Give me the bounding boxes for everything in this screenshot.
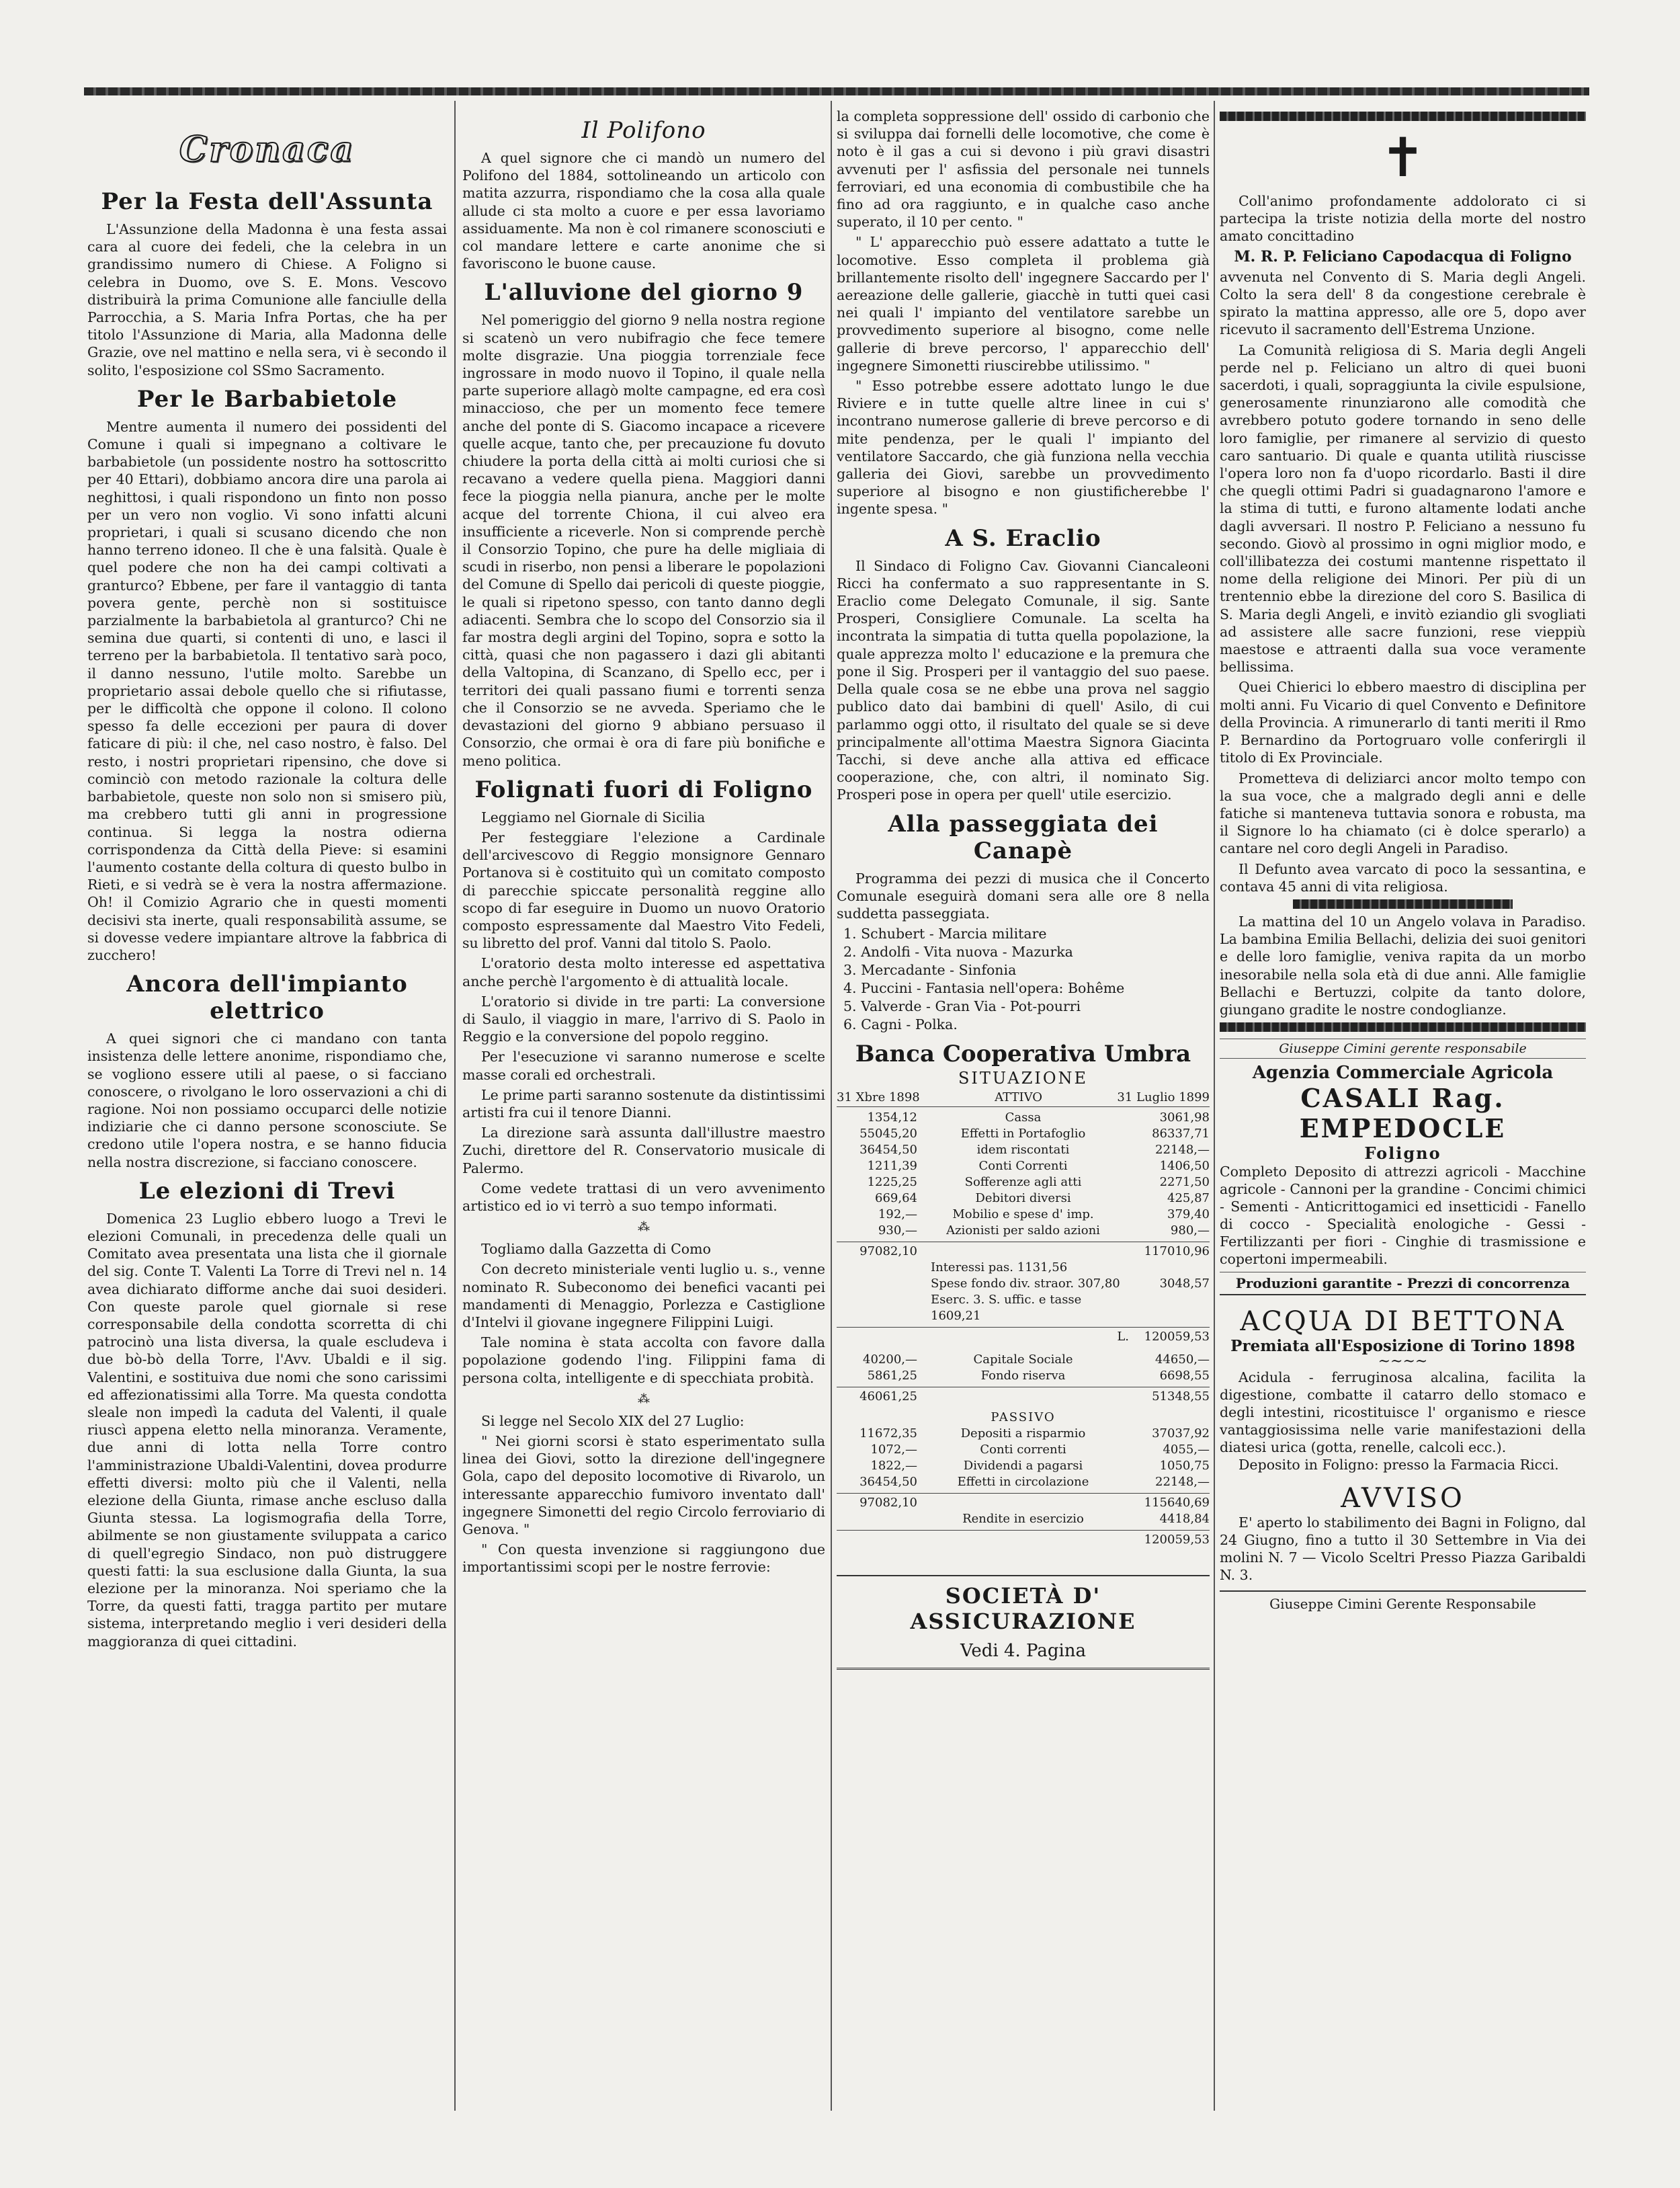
headline-polifono: Il Polifono — [581, 117, 706, 144]
cell: Eserc. 3. S. uffic. e tasse 1609,21 — [931, 1293, 1082, 1324]
article-paragraph: A quel signore che ci mandò un numero del Polifono del 1884, sottolineando un articolo con matita azzurra, rispondiamo che la cosa alla quale allude ci sta molto a cuore e per essa lavoriamo assiduamente. Ma non è col rimanere sconosciuti e col mandare lettere e carte anonime che si favoriscono le buone cause. — [462, 150, 825, 272]
cell: 1822,— — [870, 1459, 917, 1473]
cell: 51348,55 — [1152, 1389, 1210, 1404]
avviso-title: AVVISO — [1341, 1483, 1465, 1514]
cell — [917, 1495, 1129, 1511]
article-paragraph: L'oratorio desta molto interesse ed aspettativa anche perchè l'argomento è di attualità locale. — [462, 955, 825, 989]
cell: 55045,20 — [859, 1127, 917, 1141]
cell: 1354,12 — [867, 1110, 917, 1125]
column-3 — [837, 108, 1210, 2158]
article-paragraph: Con decreto ministeriale venti luglio u. s., venne nominato R. Subeconomo dei benefici vacanti pei mandamenti di Menaggio, Porlezza e Castiglione d'Intelvi il giovane ingegnere Filippini Luigi. — [462, 1261, 825, 1330]
ad-agenzia-city: Foligno — [1364, 1143, 1441, 1164]
bank-row — [837, 1190, 1210, 1207]
bank-total-row — [837, 1530, 1210, 1548]
cell — [837, 1511, 917, 1527]
gerente-footer: Giuseppe Cimini Gerente Responsabile — [1220, 1590, 1586, 1612]
mourning-bar — [1220, 1022, 1586, 1032]
ad-acqua-deposito: Deposito in Foligno: presso la Farmacia Ricci. — [1238, 1457, 1559, 1473]
asterism-divider: ⁂ — [638, 1391, 650, 1406]
cell — [837, 1260, 917, 1276]
cell: 425,87 — [1167, 1191, 1210, 1206]
column-1 — [87, 108, 447, 2124]
cell — [837, 1329, 917, 1345]
headline-folignati: Folignati fuori di Foligno — [474, 776, 813, 803]
headline-elezioni-trevi: Le elezioni di Trevi — [138, 1177, 396, 1205]
article-paragraph: Quei Chierici lo ebbero maestro di disciplina per molti anni. Fu Vicario di quel Convento e Definitore della Provincia. A rimunerarlo di tanti meriti il Rmo P. Bernardino da Portogruaro volle conferirgli il titolo di Ex Provinciale. — [1220, 679, 1586, 766]
cell: 3061,98 — [1159, 1110, 1210, 1125]
cell: 4055,— — [1163, 1443, 1210, 1457]
bank-table-header — [837, 1090, 1210, 1107]
bank-row — [837, 1292, 1210, 1324]
bank-total-row — [837, 1242, 1210, 1260]
cell: Conti Correnti — [978, 1159, 1068, 1174]
program-item: 5. Valverde - Gran Via - Pot-pourri — [843, 998, 1081, 1015]
cell: 1225,25 — [867, 1175, 917, 1190]
assicurazione-subtitle: Vedi 4. Pagina — [960, 1641, 1087, 1662]
cell: 4418,84 — [1159, 1512, 1210, 1527]
ad-acqua-title: ACQUA DI BETTONA — [1240, 1306, 1566, 1338]
cell: 36454,50 — [859, 1143, 917, 1158]
mourning-bar — [1220, 112, 1586, 121]
cell: 930,— — [878, 1223, 917, 1238]
bank-row — [837, 1110, 1210, 1126]
cell: 1211,39 — [867, 1159, 917, 1174]
cell: 120059,53 — [1144, 1330, 1210, 1344]
bank-row — [837, 1368, 1210, 1384]
avviso-body: E' aperto lo stabilimento dei Bagni in Foligno, dal 24 Giugno, fino a tutto il 30 Settembre in Via dei molini N. 7 — Vicolo Sceltri Presso Piazza Garibaldi N. 3. — [1220, 1514, 1586, 1584]
article-paragraph: Il Defunto avea varcato di poco la sessantina, e contava 45 anni di vita religiosa. — [1220, 860, 1586, 895]
article-paragraph: La mattina del 10 un Angelo volava in Paradiso. La bambina Emilia Bellachi, delizia dei suoi genitori e delle loro famiglie, veniva rapita da un morbo inesorabile nella sola età di due anni. Alle famiglie Bellachi e Bertuzzi, colpite da tanto dolore, giungano gradite le nostre condoglianze. — [1220, 913, 1586, 1018]
cross-icon: ✝ — [1380, 126, 1426, 189]
headline-passeggiata: Alla passeggiata dei Canapè — [888, 810, 1159, 864]
ad-agenzia-foot: Produzioni garantite - Prezzi di concorrenza — [1220, 1272, 1586, 1295]
article-paragraph: Come vedete trattasi di un vero avvenimento artistico ed io vi terrò a suo tempo informati. — [462, 1180, 825, 1214]
bank-row — [837, 1142, 1210, 1158]
article-paragraph: avvenuta nel Convento di S. Maria degli Angeli. Colto la sera dell' 8 da congestione cerebrale è spirato la mattina appresso, alle ore 5, dopo aver ricevuto il sacramento dell'Estrema Unzione. — [1220, 268, 1586, 338]
bank-row — [837, 1426, 1210, 1442]
cell: 5861,25 — [867, 1369, 917, 1383]
cell: Dividendi a pagarsi — [963, 1459, 1083, 1473]
bank-attivo-rows — [837, 1110, 1210, 1239]
cell: Mobilio e spese d' imp. — [952, 1207, 1094, 1222]
program-item: 1. Schubert - Marcia militare — [843, 926, 1047, 942]
cell: 3048,57 — [1159, 1277, 1210, 1291]
music-program — [837, 925, 1210, 1034]
cell: 120059,53 — [1144, 1533, 1210, 1547]
column-divider — [1214, 101, 1215, 2111]
assicurazione-box — [837, 1575, 1210, 1670]
article-paragraph: Togliamo dalla Gazzetta di Como — [481, 1241, 711, 1258]
cell: 37037,92 — [1152, 1426, 1210, 1441]
cell: 44650,— — [1155, 1352, 1210, 1367]
headline-alluvione: L'alluvione del giorno 9 — [484, 279, 804, 307]
cell: Debitori diversi — [975, 1191, 1071, 1206]
cell: 22148,— — [1155, 1475, 1210, 1490]
cell: 115640,69 — [1144, 1496, 1210, 1510]
masthead-text: Cronaca — [179, 128, 355, 170]
article-paragraph: Il Sindaco di Foligno Cav. Giovanni Ciancaleoni Ricci ha confermato a suo rappresentante in S. Eraclio come Delegato Comunale, il sig. Sante Prosperi, Consigliere Comunale. La scelta ha incontrata la simpatia di tutta quella popolazione, la quale apprezza molto l' educazione e la premura che pone il Sig. Prosperi per il vantaggio del suo paese. Della quale cosa se ne ebbe una prova nel saggio publico dato dai bambini di quell' Asilo, di cui parlammo oggi otto, il risultato del quale se si deve principalmente all'ottima Maestra Signora Giacinta Tacchi, si deve anche alla attiva ed efficace cooperazione, che, con altri, il nominato Sig. Prosperi pose in opera per quell' utile esercizio. — [837, 557, 1210, 803]
bank-row — [837, 1126, 1210, 1142]
article-paragraph: Leggiamo nel Giornale di Sicilia — [481, 809, 706, 825]
cell: Interessi pas. 1131,56 — [931, 1260, 1068, 1275]
cell: 1406,50 — [1159, 1159, 1210, 1174]
article-paragraph: Le prime parti saranno sostenute da distintissimi artisti fra cui il tenore Dianni. — [462, 1086, 825, 1121]
cell: Fondo riserva — [980, 1369, 1066, 1383]
program-item: 4. Puccini - Fantasia nell'opera: Bohême — [843, 980, 1125, 997]
top-rule — [84, 87, 1589, 95]
article-paragraph: la completa soppressione dell' ossido di carbonio che si sviluppa dai fornelli delle locomotive, che come è noto è il gas a cui si devono i più gravi disastri avvenuti per l' asfissia del personale nei tunnels ferroviari, ed una economia di combustibile che ha fino ad ora raggiunto, e in qualche caso anche superato, il 10 per cento. " — [837, 108, 1210, 231]
headline-s-eraclio: A S. Eraclio — [945, 524, 1101, 552]
cell — [917, 1389, 1129, 1405]
article-paragraph: Programma dei pezzi di musica che il Concerto Comunale eseguirà domani sera alle ore 8 nella suddetta passeggiata. — [837, 870, 1210, 922]
bank-row — [837, 1352, 1210, 1368]
article-paragraph: " L' apparecchio può essere adattato a tutte le locomotive. Esso completa il problema già brillantemente risolto dell' ingegnere Saccardo per l' aereazione delle gallerie, giacchè in tutti quei casi nei quali l' impianto del ventilatore sarebbe un provvedimento superiore al bisogno, come nelle gallerie di breve percorso, l' apparecchio dell' ingegnere Simonetti riuscirebbe utilissimo. " — [837, 234, 1210, 374]
cell: 192,— — [878, 1207, 917, 1222]
bank-rendite-row — [837, 1511, 1210, 1527]
article-paragraph: " Con questa invenzione si raggiungono due importantissimi scopi per le nostre ferrovie: — [462, 1541, 825, 1576]
bank-passivo-label: PASSIVO — [991, 1410, 1056, 1425]
column-4 — [1220, 108, 1586, 2158]
cell: 97082,10 — [859, 1244, 917, 1259]
article-paragraph: La Comunità religiosa di S. Maria degli Angeli perde nel p. Feliciano un altro di quei buoni sacerdoti, i quali, sopraggiunta la civile espulsione, generosamente rinunziarono alle comodità che avrebbero potuto godere tornando in seno delle loro famiglie, per rimanere al servizio di questo caro santuario. Di quale e quanta utilità riuscisse l'opera loro non fa d'uopo ricordarlo. Basti il dire che quegli ottimi Padri si guadagnarono l'amore e la stima di tutti, e furono altamente lodati anche dagli avversari. Il nostro P. Feliciano a nessuno fu secondo. Giovò al prossimo in ogni miglior modo, e coll'illibatezza dei costumi mantenne rispettato il nome della religione dei Minori. Per più di un trentennio ebbe la direzione del coro S. Basilica di S. Maria degli Angeli, e invitò eziandio gli svogliati ad assistere alle sacre funzioni, rese vieppiù maestose e attraenti dalla sua voce veramente bellissima. — [1220, 341, 1586, 676]
program-item: 6. Cagni - Polka. — [843, 1016, 958, 1033]
cell: Spese fondo div. straor. 307,80 — [931, 1277, 1120, 1291]
cell: idem riscontati — [976, 1143, 1070, 1158]
ad-agenzia-name: CASALI Rag. EMPEDOCLE — [1299, 1083, 1507, 1144]
cell: 6698,55 — [1159, 1369, 1210, 1383]
cell: 46061,25 — [859, 1389, 917, 1404]
ornament-divider: ~~~~ — [1378, 1353, 1428, 1371]
column-divider — [454, 101, 456, 2111]
headline-festa-assunta: Per la Festa dell'Assunta — [101, 188, 433, 215]
bank-row — [837, 1207, 1210, 1223]
cell — [837, 1292, 917, 1324]
cell: L. — [1117, 1330, 1129, 1344]
article-paragraph: Tale nomina è stata accolta con favore dalla popolazione godendo l'ing. Filippini fama di persona colta, intelligente e di specchiata probità. — [462, 1334, 825, 1386]
bank-total-row — [837, 1327, 1210, 1345]
article-paragraph: Per festeggiare l'elezione a Cardinale dell'arcivescovo di Reggio monsignore Gennaro Portanova si è costituito quì un comitato composto di parecchie spiccate personalità reggine allo scopo di far eseguire in Duomo un nuovo Oratorio composto espressamente dal Maestro Vito Fedeli, su libretto del prof. Vanni dal titolo S. Paolo. — [462, 829, 825, 952]
bank-attivo-label: ATTIVO — [995, 1090, 1043, 1105]
gerente-line: Giuseppe Cimini gerente responsabile — [1220, 1039, 1586, 1059]
program-item: 2. Andolfi - Vita nuova - Mazurka — [843, 944, 1073, 961]
cell: Capitale Sociale — [973, 1352, 1073, 1367]
bank-row — [837, 1458, 1210, 1474]
bank-total-row — [837, 1493, 1210, 1511]
bank-date-2: 31 Luglio 1899 — [1117, 1090, 1210, 1105]
bank-row — [837, 1260, 1210, 1276]
headline-barbabietole: Per le Barbabietole — [136, 385, 398, 413]
cell: 1072,— — [870, 1443, 917, 1457]
bank-total-row — [837, 1387, 1210, 1405]
ad-acqua-subtitle: Premiata all'Esposizione di Torino 1898 — [1230, 1337, 1575, 1356]
bank-row — [837, 1158, 1210, 1174]
bank-title: Banca Cooperativa Umbra — [855, 1041, 1191, 1068]
article-paragraph: Coll'animo profondamente addolorato ci si partecipa la triste notizia della morte del nostro amato concittadino — [1220, 193, 1586, 245]
column-2 — [462, 108, 825, 2158]
cell — [917, 1532, 1129, 1548]
cell — [917, 1244, 1129, 1260]
article-paragraph: A quei signori che ci mandano con tanta insistenza delle lettere anonime, rispondiamo che, se vogliono essere utili al paese, o si facciano conoscere, o rivolgano le loro osservazioni a chi di ragione. Noi non possiamo occuparci delle notizie indiziarie che ci danno persone sconosciute. Se credono utile l'opera nostra, e se hanno fiducia nella nostra discrezione, si facciano conoscere. — [87, 1030, 447, 1170]
bank-row — [837, 1223, 1210, 1239]
article-paragraph: Per l'esecuzione vi saranno numerose e scelte masse corali ed orchestrali. — [462, 1049, 825, 1083]
cell: Sofferenze agli atti — [964, 1175, 1082, 1190]
article-paragraph: Mentre aumenta il numero dei possidenti del Comune i quali si impegnano a coltivare le barbabietole (un possidente nostro ha sottoscritto per 40 Ettari), dobbiamo ancora dire una parola ai neghittosi, i quali rispondono un finto non posso per un vero non voglio. Vi sono infatti alcuni proprietari, i quali si scusano dicendo che non hanno terreno idoneo. Il che è una falsità. Quale è quel podere che non ha dei campi coltivati a granturco? Ebbene, per fare il vantaggio di tanta povera gente, perchè non si sostituisce parzialmente la barbabietola al granturco? Chi ne semina due quarti, si contenti di uno, e lasci il terreno per la barbabietola. Il tentativo sarà poco, il danno nessuno, l'utile molto. Sarebbe un proprietario assai debole quello che si rifiutasse, per le difficoltà che oppone il colono. Il colono spesso fa delle eccezioni per paura di dover faticare di più: il che, nel caso nostro, è falso. Del resto, i nostri proprietari ripensino, che dove si cominciò con metodo razionale la coltura delle barbabietole, queste non solo non si smisero più, ma crebbero tutti gli anni in progressione continua. Si legga la nostra odierna corrispondenza da Città della Pieve: si esamini l'aumento costante della coltura di questo bulbo in Rieti, e si vedrà se è vera la nostra affermazione. Oh! il Comizio Agrario che in questi momenti decisivi sta inerte, quali responsabilità assume, se si dovesse vedere impiantare altrove la fabbrica di zucchero! — [87, 418, 447, 963]
ad-agenzia-body: Completo Deposito di attrezzi agricoli - Macchine agricole - Cannoni per la grandine - Concimi chimici - Sementi - Anticrittogamici ed insetticidi - Fanello di cocco - Specialità enologiche - Gessi - Fertilizzanti per fiori - Cinghie di trasmissione e copertoni impermeabili. — [1220, 1164, 1586, 1268]
cell: Rendite in esercizio — [962, 1512, 1084, 1527]
cell: 980,— — [1170, 1223, 1210, 1238]
bank-row — [837, 1474, 1210, 1490]
bank-situazione: SITUAZIONE — [958, 1069, 1089, 1088]
cell — [837, 1276, 917, 1292]
cronaca-masthead — [87, 117, 447, 181]
obituary-name: M. R. P. Feliciano Capodacqua di Foligno — [1234, 247, 1572, 266]
cell: Depositi a risparmio — [960, 1426, 1086, 1441]
cell: 379,40 — [1167, 1207, 1210, 1222]
headline-impianto-elettrico: Ancora dell'impianto elettrico — [126, 971, 408, 1025]
article-paragraph: " Nei giorni scorsi è stato esperimentato sulla linea dei Giovi, sotto la direzione dell'ingegnere Gola, capo del deposito locomotive di Rivarolo, un interessante apparecchio fumivoro inventato dall' ingegnere Simonetti del regio Circolo ferroviario di Genova. " — [462, 1433, 825, 1538]
article-paragraph: Domenica 23 Luglio ebbero luogo a Trevi le elezioni Comunali, in precedenza delle quali un Comitato avea presentata una lista che il giornale del sig. Conte T. Valenti La Torre di Trevi nel n. 14 avea dichiarato difforme anche dai suoi desideri. Con queste parole quel giornale si rese corresponsabile della condotta scorretta di chi patrocinò una lista diversa, la quale escludeva i due bò-bò della Torre, l'Avv. Ubaldi e il sig. Valentini, e sostituiva due nomi che sono carissimi ed affezionatissimi alla Torre. Ma questa condotta sleale non impedì la caduta del Valenti, il quale riuscì appena eletto nella minoranza. Veramente, due anni di lotta nella Torre contro l'amministrazione Ubaldi-Valentini, dovea produrre effetti diversi: molto più che il Valenti, nella elezione della Giunta, rimase anche escluso dalla Giunta stessa. La logismografia della Torre, abilmente se non giustamente sviluppata a carico di quell'egregio Sindaco, non può distruggere questi fatti: la sua esclusione dalla Giunta, la sua elezione per la minoranza. Noi speriamo che la Torre, da questi fatti, tragga partito per mutare sistema, interpretando meglio i veri desideri della maggioranza di quei cittadini. — [87, 1210, 447, 1650]
article-paragraph: " Esso potrebbe essere adottato lungo le due Riviere e in tutte quelle altre linee in cui s' incontrano numerose gallerie di breve percorso e di mite pendenza, per le quali l' impianto del ventilatore Saccardo, che già funziona nella vecchia galleria dei Giovi, sarebbe un provvedimento superiore al bisogno e non giustificherebbe l' ingente spesa. " — [837, 378, 1210, 518]
cell: Conti correnti — [980, 1443, 1066, 1457]
article-paragraph: La direzione sarà assunta dall'illustre maestro Zuchi, direttore del R. Conservatorio musicale di Palermo. — [462, 1125, 825, 1176]
cell — [1129, 1260, 1210, 1276]
article-paragraph: Nel pomeriggio del giorno 9 nella nostra regione si scatenò un vero nubifragio che fece temere molte disgrazie. Una pioggia torrenziale fece ingrossare in modo nuovo il Topino, il quale nella parte superiore allagò molte campagne, ed era così minaccioso, che per un momento fece temere anche del ponte di S. Giacomo incapace a ricevere quelle acque, tanto che, per precauzione fu dovuto chiudere la porta della città ai molti curiosi che si recavano a vedere quella piena. Maggiori danni fece la pioggia nella pianura, anche per le molte acque del torrente Chiona, il cui alveo era insufficiente a riceverle. Non si comprende perchè il Consorzio Topino, che pure ha delle migliaia di scudi in riserbo, non pensi a liberare le popolazioni del Comune di Spello dai pericoli di queste pioggie, le quali si ripetono spesso, con tanto danno degli adiacenti. Sembra che lo scopo del Consorzio sia il far mostra degli argini del Topino, sopra e sotto la città, quasi che non pagassero i dazi gli abitanti della Valtopina, di Scanzano, di Spello ecc, per i territori dei quali passano fiumi e torrenti senza che il Consorzio se ne avveda. Speriamo che le devastazioni del giorno 9 abbiano persuaso il Consorzio, che ormai è ora di fare più bonifiche e meno politica. — [462, 312, 825, 769]
cell: Effetti in circolazione — [957, 1475, 1089, 1490]
article-paragraph: Si legge nel Secolo XIX del 27 Luglio: — [481, 1412, 745, 1429]
asterism-divider: ⁂ — [638, 1220, 650, 1235]
cell: 1050,75 — [1159, 1459, 1210, 1473]
cell: 86337,71 — [1152, 1127, 1210, 1141]
cell: Cassa — [1005, 1110, 1042, 1125]
ad-acqua-body: Acidula - ferruginosa alcalina, facilita la digestione, combatte il catarro dello stomaco e degli intestini, ricostituisce l' organismo e riesce vantaggiosissima nelle varie manifestazioni della diatesi urica (gotta, renelle, calcoli ecc.). — [1220, 1369, 1586, 1456]
bank-row — [837, 1276, 1210, 1292]
article-paragraph: L'oratorio si divide in tre parti: La conversione di Saulo, il viaggio in mare, l'arrivo di S. Paolo in Reggio e la conversione del popolo reggino. — [462, 993, 825, 1045]
bank-row — [837, 1174, 1210, 1190]
cell: 36454,50 — [859, 1475, 917, 1490]
article-paragraph: Prometteva di deliziarci ancor molto tempo con la sua voce, che a malgrado degli anni e delle fatiche si manteneva tuttavia sonora e robusta, ma il Signore lo ha chiamato (ci è dolce sperarlo) a cantare nel coro degli Angeli in Paradiso. — [1220, 770, 1586, 857]
cell: 117010,96 — [1144, 1244, 1210, 1259]
cell: 97082,10 — [859, 1496, 917, 1510]
cell — [837, 1532, 917, 1548]
bank-passivo-rows — [837, 1426, 1210, 1490]
ad-agenzia-head: Agenzia Commerciale Agricola — [1252, 1063, 1554, 1084]
cell: 2271,50 — [1159, 1175, 1210, 1190]
cell: 669,64 — [875, 1191, 917, 1206]
article-paragraph: L'Assunzione della Madonna è una festa assai cara al cuore dei fedeli, che la celebra in un grandissimo numero di Chiese. A Foligno si celebra in Duomo, ove S. E. Mons. Vescovo distribuirà la prima Comunione alle fanciulle della Parrocchia, a S. Maria Infra Portas, che ha per titolo l'Assunzione di Maria, alla Madonna delle Grazie, ove nel mattino e nella sera, vi è secondo il solito, l'esposizione col SSmo Sacramento. — [87, 221, 447, 378]
cell: 22148,— — [1155, 1143, 1210, 1158]
cell: 11672,35 — [859, 1426, 917, 1441]
cell: Effetti in Portafoglio — [960, 1127, 1086, 1141]
bank-row — [837, 1442, 1210, 1458]
assicurazione-title: SOCIETÀ D' ASSICURAZIONE — [910, 1583, 1136, 1635]
cell: Azionisti per saldo azioni — [946, 1223, 1100, 1238]
program-item: 3. Mercadante - Sinfonia — [843, 962, 1017, 979]
mourning-bar — [1293, 899, 1513, 909]
cell — [1129, 1292, 1210, 1324]
bank-date-1: 31 Xbre 1898 — [837, 1090, 920, 1105]
cell: 40200,— — [863, 1352, 917, 1367]
bank-interessi-rows — [837, 1260, 1210, 1324]
column-divider — [831, 101, 832, 2111]
bank-capitale-rows — [837, 1352, 1210, 1384]
